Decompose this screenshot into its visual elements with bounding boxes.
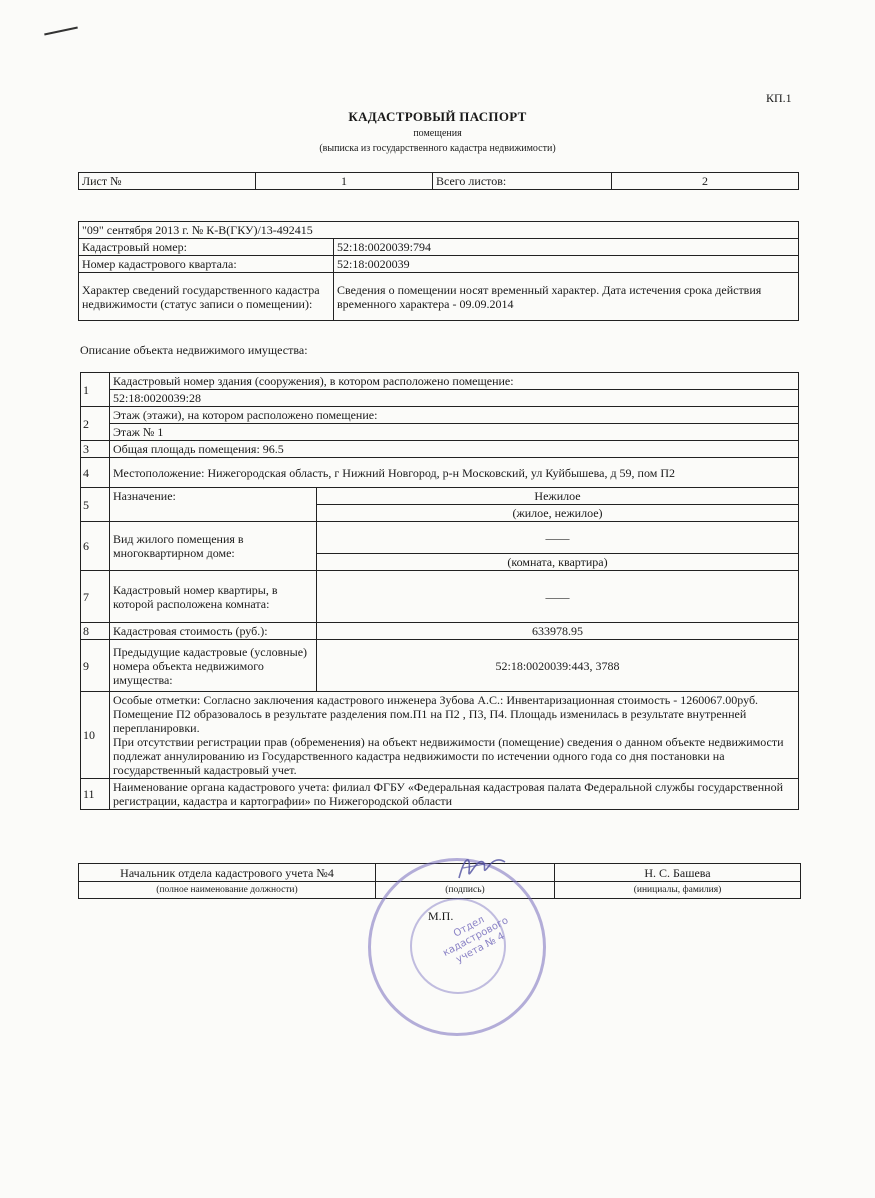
stamp-text: Отдел кадастрового учета № 4: [441, 914, 511, 966]
special-notes: [110, 692, 799, 779]
stamp-place-label: М.П.: [428, 909, 454, 923]
building-number-label: Кадастровый номер здания (сооружения), в котором расположено помещение:: [110, 373, 799, 390]
dwelling-type-hint: (комната, квартира): [317, 554, 799, 571]
building-number-value: 52:18:0020039:28: [110, 390, 799, 407]
signer-position: Начальник отдела кадастрового учета №4: [79, 864, 376, 882]
info-label: Кадастровый номер:: [79, 239, 334, 256]
signature-hint: (подпись): [376, 882, 555, 899]
info-label: Характер сведений государственного кадастра недвижимости (статус записи о помещении):: [79, 273, 334, 321]
row-number: 4: [81, 458, 110, 488]
info-label: Номер кадастрового квартала:: [79, 256, 334, 273]
form-code: КП.1: [766, 91, 792, 105]
row-number: 6: [81, 522, 110, 571]
row-number: 8: [81, 623, 110, 640]
previous-numbers-label: Предыдущие кадастровые (условные) номера объекта недвижимого имущества:: [110, 640, 317, 692]
cadastral-value: 633978.95: [317, 623, 799, 640]
row-number: 1: [81, 373, 110, 407]
row-number: 7: [81, 571, 110, 623]
info-value: Сведения о помещении носят временный характер. Дата истечения срока действия временного характера - 09.09.2014: [334, 273, 799, 321]
signer-name: Н. С. Башева: [555, 864, 801, 882]
document-subtitle-note: (выписка из государственного кадастра недвижимости): [319, 143, 556, 154]
sheet-table: [78, 172, 799, 190]
info-table: [78, 221, 799, 321]
row-number: 11: [81, 779, 110, 810]
info-value: 52:18:0020039: [334, 256, 799, 273]
pen-mark: [44, 26, 78, 35]
row-number: 5: [81, 488, 110, 522]
special-notes-text: Особые отметки: Согласно заключения кадастрового инженера Зубова А.С.: Инвентаризационная стоимость - 1260067.00руб. Помещение П2 образовалось в результате разделения пом.П1 на П2 , П3, П4. Площадь изменилась в результате внутренней перепланировки.: [113, 693, 759, 735]
handwritten-signature: [455, 848, 515, 888]
area-text: Общая площадь помещения: 96.5: [110, 441, 799, 458]
row-number: 2: [81, 407, 110, 441]
description-title: Описание объекта недвижимого имущества:: [80, 343, 308, 357]
row-number: 3: [81, 441, 110, 458]
position-hint: (полное наименование должности): [79, 882, 376, 899]
floor-label: Этаж (этажи), на котором расположено помещение:: [110, 407, 799, 424]
cadastral-value-label: Кадастровая стоимость (руб.):: [110, 623, 317, 640]
document-reference: "09" сентября 2013 г. № К-В(ГКУ)/13-492415: [79, 222, 799, 239]
registration-authority: Наименование органа кадастрового учета: филиал ФГБУ «Федеральная кадастровая палата Федеральной службы государственной регистрации, кадастра и картографии» по Нижегородской области: [110, 779, 799, 810]
info-value: 52:18:0020039:794: [334, 239, 799, 256]
total-sheets-number: 2: [612, 173, 799, 190]
row-number: 9: [81, 640, 110, 692]
apartment-number-label: Кадастровый номер квартиры, в которой расположена комната:: [110, 571, 317, 623]
apartment-number-value: ——: [317, 571, 799, 623]
name-hint: (инициалы, фамилия): [555, 882, 801, 899]
document-title: КАДАСТРОВЫЙ ПАСПОРТ: [348, 109, 527, 124]
previous-numbers-value: 52:18:0020039:443, 3788: [317, 640, 799, 692]
sheet-label: Лист №: [79, 173, 256, 190]
sheet-number: 1: [256, 173, 433, 190]
total-sheets-label: Всего листов:: [433, 173, 612, 190]
row-number: 10: [81, 692, 110, 779]
properties-table: [80, 372, 799, 810]
dwelling-type-label: Вид жилого помещения в многоквартирном доме:: [110, 522, 317, 571]
special-notes-warning: При отсутствии регистрации прав (обременения) на объект недвижимости (помещение) сведения о данном объекте недвижимости подлежат аннулированию из Государственного кадастра недвижимости по истечении одного года со дня постановки на государственный кадастровый учет.: [113, 735, 784, 777]
floor-value: Этаж № 1: [110, 424, 799, 441]
location-text: Местоположение: Нижегородская область, г Нижний Новгород, р-н Московский, ул Куйбышева, д 59, пом П2: [110, 458, 799, 488]
purpose-hint: (жилое, нежилое): [317, 505, 799, 522]
purpose-value: Нежилое: [317, 488, 799, 505]
purpose-label: Назначение:: [110, 488, 317, 522]
dwelling-type-value: ——: [317, 522, 799, 554]
document-subtitle: помещения: [413, 128, 462, 139]
